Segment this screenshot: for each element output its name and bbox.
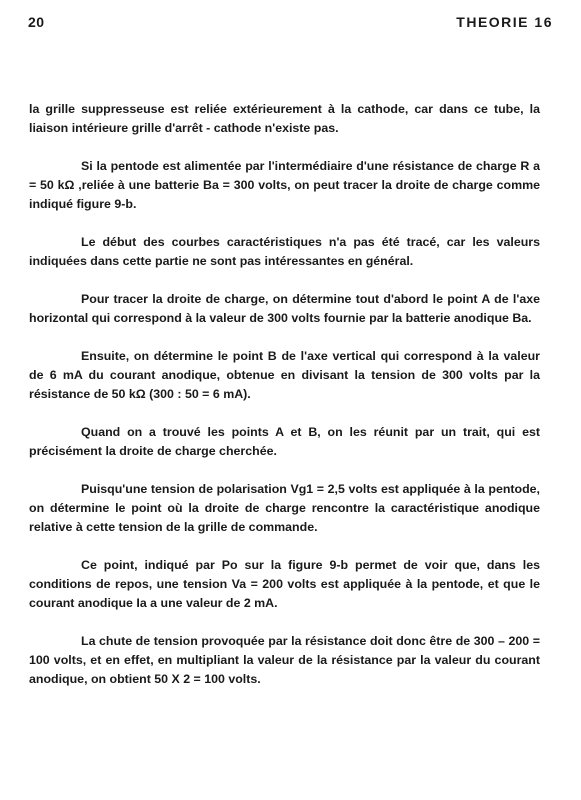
paragraph-9: La chute de tension provoquée par la résistance doit donc être de 300 – 200 = 100 volts, et en effet, en multipliant la valeur de la résistance par la valeur du courant anodique, on obtient 50 X 2 = 100 volts. <box>29 634 540 686</box>
running-title: THEORIE 16 <box>456 14 553 30</box>
body-text <box>29 100 540 689</box>
paragraph-2: Si la pentode est alimentée par l'intermédiaire d'une résistance de charge R a = 50 kΩ ,reliée à une batterie Ba = 300 volts, on peut tracer la droite de charge comme indiqué figure 9-b. <box>29 159 540 211</box>
paragraph-4: Pour tracer la droite de charge, on détermine tout d'abord le point A de l'axe horizontal qui correspond à la valeur de 300 volts fournie par la batterie anodique Ba. <box>29 292 540 325</box>
paragraph-6: Quand on a trouvé les points A et B, on les réunit par un trait, qui est précisément la droite de charge cherchée. <box>29 425 540 458</box>
page-number: 20 <box>28 14 45 30</box>
paragraph-7: Puisqu'une tension de polarisation Vg1 = 2,5 volts est appliquée à la pentode, on détermine le point où la droite de charge rencontre la caractéristique anodique relative à cette tension de la grille de commande. <box>29 482 540 534</box>
paragraph-3: Le début des courbes caractéristiques n'a pas été tracé, car les valeurs indiquées dans cette partie ne sont pas intéressantes en général. <box>29 235 540 268</box>
paragraph-5: Ensuite, on détermine le point B de l'axe vertical qui correspond à la valeur de 6 mA du courant anodique, obtenue en divisant la tension de 300 volts par la résistance de 50 kΩ (300 : 50 = 6 mA). <box>29 349 540 401</box>
page-header <box>28 14 553 34</box>
paragraph-1: la grille suppresseuse est reliée extérieurement à la cathode, car dans ce tube, la liaison intérieure grille d'arrêt - cathode n'existe pas. <box>29 102 540 135</box>
paragraph-8: Ce point, indiqué par Po sur la figure 9-b permet de voir que, dans les conditions de repos, une tension Va = 200 volts est appliquée à la pentode, et que le courant anodique Ia a une valeur de 2 mA. <box>29 558 540 610</box>
